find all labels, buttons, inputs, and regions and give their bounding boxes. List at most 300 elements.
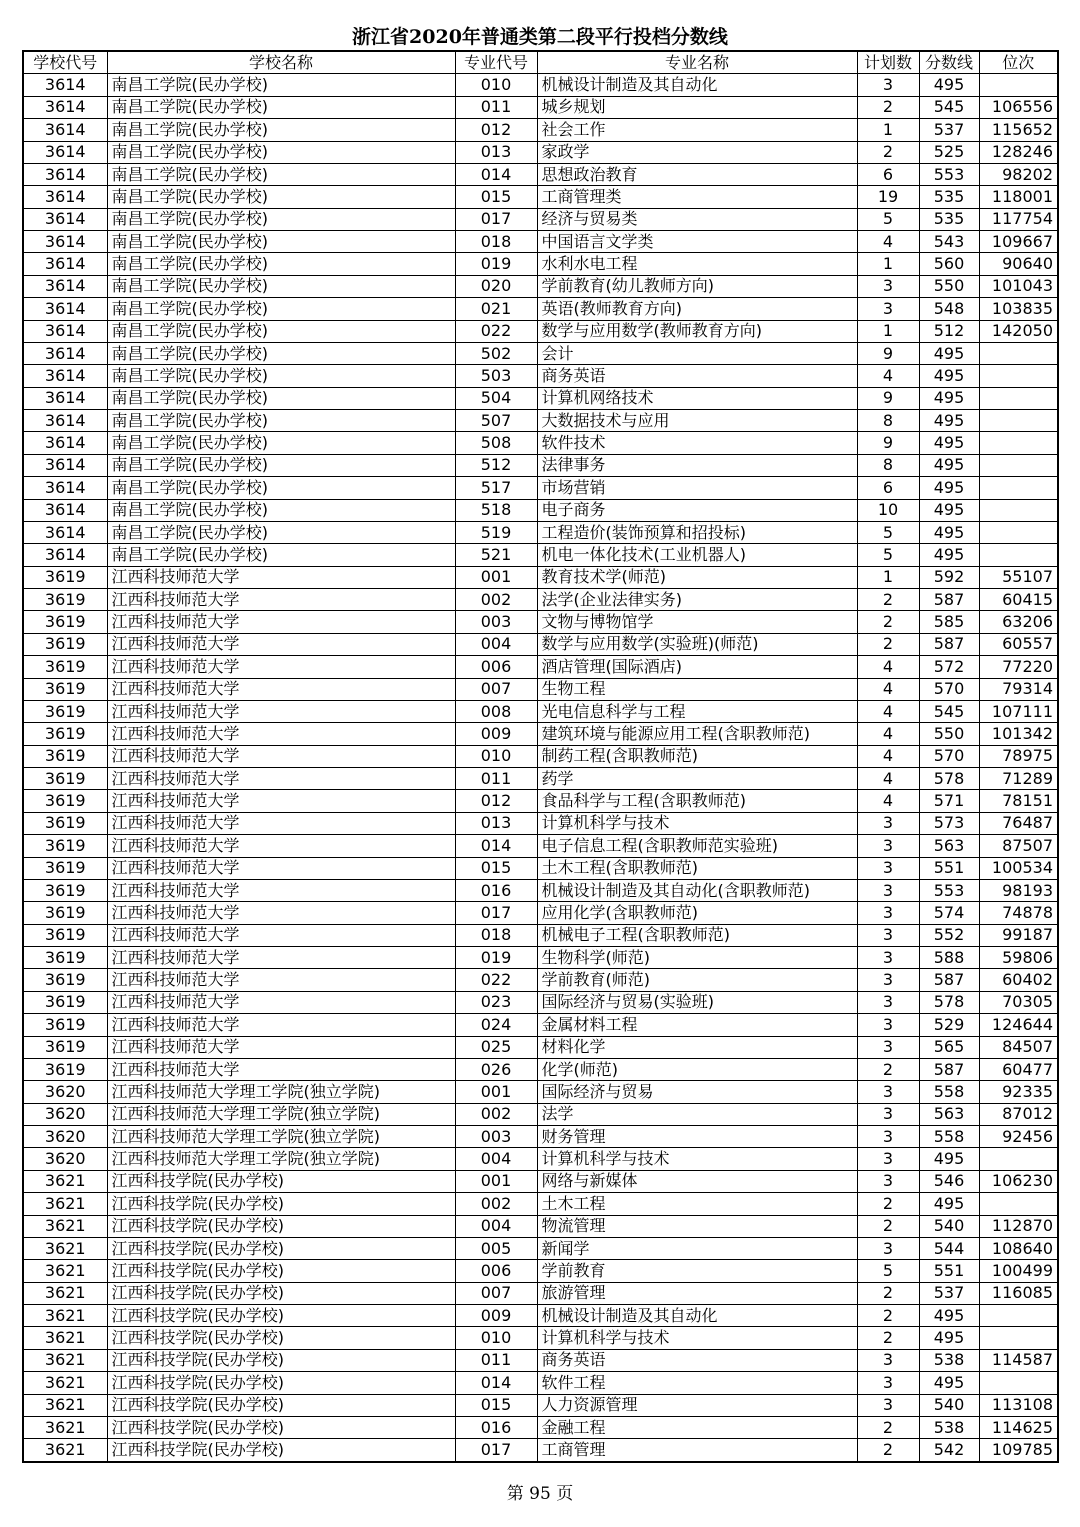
school-code-cell: 3620 (23, 1126, 107, 1148)
table-row (23, 768, 1058, 790)
school-code-cell: 3614 (23, 365, 107, 387)
major-code-cell: 010 (455, 745, 537, 767)
major-code-cell: 012 (455, 790, 537, 812)
table-row (23, 947, 1058, 969)
table-row (23, 1282, 1058, 1304)
major-code-cell: 026 (455, 1058, 537, 1080)
school-code-cell: 3619 (23, 947, 107, 969)
plan-count-cell: 3 (857, 924, 919, 946)
major-name-cell: 计算机科学与技术 (537, 812, 857, 834)
school-code-cell: 3621 (23, 1237, 107, 1259)
school-code-cell: 3620 (23, 1103, 107, 1125)
school-name-cell: 江西科技师范大学 (107, 700, 455, 722)
table-row (23, 342, 1058, 364)
school-name-cell: 江西科技学院(民办学校) (107, 1237, 455, 1259)
major-name-cell: 材料化学 (537, 1036, 857, 1058)
major-name-cell: 软件技术 (537, 432, 857, 454)
score-line-cell: 495 (919, 1372, 979, 1394)
rank-cell (979, 387, 1058, 409)
plan-count-cell: 2 (857, 633, 919, 655)
school-name-cell: 江西科技师范大学 (107, 1014, 455, 1036)
school-code-cell: 3621 (23, 1372, 107, 1394)
major-code-cell: 001 (455, 1081, 537, 1103)
major-name-cell: 英语(教师教育方向) (537, 298, 857, 320)
score-line-cell: 558 (919, 1081, 979, 1103)
major-name-cell: 电子商务 (537, 499, 857, 521)
school-code-cell: 3619 (23, 1014, 107, 1036)
rank-cell: 107111 (979, 700, 1058, 722)
score-line-cell: 545 (919, 700, 979, 722)
table-row (23, 298, 1058, 320)
score-line-cell: 578 (919, 991, 979, 1013)
rank-cell: 106556 (979, 96, 1058, 118)
school-code-cell: 3614 (23, 231, 107, 253)
table-row (23, 1349, 1058, 1371)
school-name-cell: 江西科技师范大学 (107, 611, 455, 633)
plan-count-cell: 3 (857, 835, 919, 857)
school-code-cell: 3619 (23, 902, 107, 924)
major-name-cell: 数学与应用数学(教师教育方向) (537, 320, 857, 342)
table-row (23, 700, 1058, 722)
table-row (23, 879, 1058, 901)
plan-count-cell: 9 (857, 342, 919, 364)
rank-cell: 115652 (979, 119, 1058, 141)
major-code-cell: 015 (455, 1394, 537, 1416)
plan-count-cell: 5 (857, 544, 919, 566)
plan-count-cell: 2 (857, 1058, 919, 1080)
major-name-cell: 建筑环境与能源应用工程(含职教师范) (537, 723, 857, 745)
rank-cell (979, 74, 1058, 96)
school-name-cell: 江西科技学院(民办学校) (107, 1282, 455, 1304)
plan-count-cell: 3 (857, 991, 919, 1013)
score-line-cell: 537 (919, 119, 979, 141)
school-name-cell: 南昌工学院(民办学校) (107, 432, 455, 454)
school-name-cell: 南昌工学院(民办学校) (107, 320, 455, 342)
major-code-cell: 508 (455, 432, 537, 454)
rank-cell (979, 1372, 1058, 1394)
rank-cell: 142050 (979, 320, 1058, 342)
score-line-cell: 495 (919, 365, 979, 387)
major-name-cell: 城乡规划 (537, 96, 857, 118)
major-name-cell: 旅游管理 (537, 1282, 857, 1304)
plan-count-cell: 4 (857, 768, 919, 790)
page-title: 浙江省2020年普通类第二段平行投档分数线 (352, 26, 728, 48)
score-line-cell: 495 (919, 74, 979, 96)
table-row (23, 275, 1058, 297)
rank-cell: 60415 (979, 589, 1058, 611)
major-code-cell: 023 (455, 991, 537, 1013)
school-name-cell: 江西科技学院(民办学校) (107, 1416, 455, 1438)
rank-cell: 79314 (979, 678, 1058, 700)
header-major-code: 专业代号 (455, 51, 537, 74)
plan-count-cell: 3 (857, 74, 919, 96)
school-name-cell: 江西科技师范大学理工学院(独立学院) (107, 1126, 455, 1148)
plan-count-cell: 5 (857, 208, 919, 230)
table-row (23, 969, 1058, 991)
rank-cell: 92456 (979, 1126, 1058, 1148)
school-code-cell: 3619 (23, 678, 107, 700)
plan-count-cell: 3 (857, 275, 919, 297)
major-code-cell: 011 (455, 768, 537, 790)
school-name-cell: 江西科技师范大学 (107, 1058, 455, 1080)
page-number: 第 95 页 (506, 1484, 574, 1504)
plan-count-cell: 2 (857, 1327, 919, 1349)
rank-cell (979, 410, 1058, 432)
plan-count-cell: 2 (857, 1439, 919, 1462)
major-code-cell: 025 (455, 1036, 537, 1058)
table-row (23, 454, 1058, 476)
rank-cell: 106230 (979, 1170, 1058, 1192)
plan-count-cell: 3 (857, 1081, 919, 1103)
major-name-cell: 工商管理 (537, 1439, 857, 1462)
major-name-cell: 机电一体化技术(工业机器人) (537, 544, 857, 566)
school-code-cell: 3614 (23, 74, 107, 96)
school-code-cell: 3614 (23, 275, 107, 297)
school-code-cell: 3619 (23, 745, 107, 767)
major-code-cell: 002 (455, 1193, 537, 1215)
major-code-cell: 024 (455, 1014, 537, 1036)
school-code-cell: 3620 (23, 1148, 107, 1170)
table-row (23, 253, 1058, 275)
school-code-cell: 3614 (23, 387, 107, 409)
plan-count-cell: 3 (857, 812, 919, 834)
rank-cell (979, 499, 1058, 521)
score-line-cell: 573 (919, 812, 979, 834)
major-name-cell: 生物科学(师范) (537, 947, 857, 969)
plan-count-cell: 1 (857, 253, 919, 275)
plan-count-cell: 4 (857, 365, 919, 387)
school-name-cell: 南昌工学院(民办学校) (107, 454, 455, 476)
major-name-cell: 工商管理类 (537, 186, 857, 208)
school-code-cell: 3619 (23, 611, 107, 633)
school-code-cell: 3620 (23, 1081, 107, 1103)
header-school-code: 学校代号 (23, 51, 107, 74)
plan-count-cell: 2 (857, 96, 919, 118)
table-row (23, 1215, 1058, 1237)
major-name-cell: 计算机科学与技术 (537, 1327, 857, 1349)
rank-cell: 108640 (979, 1237, 1058, 1259)
plan-count-cell: 5 (857, 1260, 919, 1282)
score-line-cell: 495 (919, 544, 979, 566)
school-name-cell: 江西科技师范大学 (107, 879, 455, 901)
major-code-cell: 022 (455, 969, 537, 991)
plan-count-cell: 3 (857, 879, 919, 901)
school-name-cell: 江西科技师范大学 (107, 969, 455, 991)
rank-cell: 76487 (979, 812, 1058, 834)
rank-cell (979, 1148, 1058, 1170)
school-name-cell: 南昌工学院(民办学校) (107, 96, 455, 118)
score-line-cell: 540 (919, 1394, 979, 1416)
school-code-cell: 3614 (23, 320, 107, 342)
major-code-cell: 019 (455, 253, 537, 275)
score-line-cell: 570 (919, 745, 979, 767)
score-line-cell: 495 (919, 1193, 979, 1215)
school-name-cell: 南昌工学院(民办学校) (107, 275, 455, 297)
major-code-cell: 010 (455, 1327, 537, 1349)
school-code-cell: 3619 (23, 589, 107, 611)
table-row (23, 231, 1058, 253)
major-name-cell: 会计 (537, 342, 857, 364)
rank-cell (979, 365, 1058, 387)
score-line-cell: 570 (919, 678, 979, 700)
plan-count-cell: 4 (857, 231, 919, 253)
table-row (23, 1058, 1058, 1080)
plan-count-cell: 3 (857, 857, 919, 879)
school-code-cell: 3619 (23, 768, 107, 790)
major-name-cell: 思想政治教育 (537, 163, 857, 185)
major-name-cell: 物流管理 (537, 1215, 857, 1237)
school-name-cell: 南昌工学院(民办学校) (107, 499, 455, 521)
rank-cell: 84507 (979, 1036, 1058, 1058)
table-row (23, 410, 1058, 432)
table-row (23, 1416, 1058, 1438)
score-line-cell: 587 (919, 589, 979, 611)
score-line-cell: 495 (919, 410, 979, 432)
school-name-cell: 江西科技师范大学 (107, 589, 455, 611)
plan-count-cell: 3 (857, 1372, 919, 1394)
table-row (23, 745, 1058, 767)
plan-count-cell: 1 (857, 119, 919, 141)
school-code-cell: 3614 (23, 186, 107, 208)
score-line-cell: 495 (919, 342, 979, 364)
major-name-cell: 国际经济与贸易 (537, 1081, 857, 1103)
rank-cell: 98202 (979, 163, 1058, 185)
school-code-cell: 3621 (23, 1305, 107, 1327)
major-name-cell: 酒店管理(国际酒店) (537, 656, 857, 678)
plan-count-cell: 2 (857, 141, 919, 163)
rank-cell (979, 521, 1058, 543)
major-name-cell: 金属材料工程 (537, 1014, 857, 1036)
table-row (23, 499, 1058, 521)
table-row (23, 119, 1058, 141)
major-code-cell: 504 (455, 387, 537, 409)
rank-cell: 128246 (979, 141, 1058, 163)
major-name-cell: 国际经济与贸易(实验班) (537, 991, 857, 1013)
school-name-cell: 江西科技师范大学理工学院(独立学院) (107, 1148, 455, 1170)
school-name-cell: 南昌工学院(民办学校) (107, 365, 455, 387)
table-row (23, 1126, 1058, 1148)
table-row (23, 1148, 1058, 1170)
school-name-cell: 江西科技学院(民办学校) (107, 1327, 455, 1349)
major-code-cell: 004 (455, 1148, 537, 1170)
school-code-cell: 3614 (23, 96, 107, 118)
school-code-cell: 3619 (23, 879, 107, 901)
plan-count-cell: 1 (857, 320, 919, 342)
major-code-cell: 008 (455, 700, 537, 722)
score-line-cell: 537 (919, 1282, 979, 1304)
rank-cell: 98193 (979, 879, 1058, 901)
school-code-cell: 3619 (23, 812, 107, 834)
plan-count-cell: 4 (857, 723, 919, 745)
major-code-cell: 517 (455, 477, 537, 499)
score-line-cell: 538 (919, 1416, 979, 1438)
rank-cell: 109785 (979, 1439, 1058, 1462)
major-name-cell: 应用化学(含职教师范) (537, 902, 857, 924)
school-name-cell: 江西科技师范大学 (107, 656, 455, 678)
plan-count-cell: 3 (857, 1126, 919, 1148)
school-code-cell: 3614 (23, 342, 107, 364)
school-code-cell: 3614 (23, 298, 107, 320)
score-line-cell: 572 (919, 656, 979, 678)
score-line-cell: 495 (919, 432, 979, 454)
plan-count-cell: 2 (857, 1282, 919, 1304)
major-name-cell: 机械设计制造及其自动化(含职教师范) (537, 879, 857, 901)
major-code-cell: 512 (455, 454, 537, 476)
school-name-cell: 南昌工学院(民办学校) (107, 298, 455, 320)
major-code-cell: 004 (455, 1215, 537, 1237)
table-row (23, 1327, 1058, 1349)
major-code-cell: 519 (455, 521, 537, 543)
plan-count-cell: 4 (857, 678, 919, 700)
school-name-cell: 江西科技学院(民办学校) (107, 1215, 455, 1237)
plan-count-cell: 3 (857, 1237, 919, 1259)
school-name-cell: 江西科技师范大学 (107, 812, 455, 834)
major-code-cell: 003 (455, 611, 537, 633)
plan-count-cell: 2 (857, 611, 919, 633)
table-row (23, 521, 1058, 543)
header-major-name: 专业名称 (537, 51, 857, 74)
school-name-cell: 江西科技师范大学理工学院(独立学院) (107, 1081, 455, 1103)
major-code-cell: 014 (455, 1372, 537, 1394)
plan-count-cell: 3 (857, 1349, 919, 1371)
rank-cell: 109667 (979, 231, 1058, 253)
score-line-cell: 553 (919, 163, 979, 185)
school-code-cell: 3621 (23, 1170, 107, 1192)
school-name-cell: 南昌工学院(民办学校) (107, 119, 455, 141)
major-name-cell: 财务管理 (537, 1126, 857, 1148)
major-name-cell: 土木工程(含职教师范) (537, 857, 857, 879)
major-code-cell: 015 (455, 186, 537, 208)
school-code-cell: 3621 (23, 1215, 107, 1237)
table-row (23, 320, 1058, 342)
school-name-cell: 江西科技学院(民办学校) (107, 1305, 455, 1327)
table-row (23, 835, 1058, 857)
major-code-cell: 013 (455, 812, 537, 834)
plan-count-cell: 3 (857, 902, 919, 924)
table-row (23, 1081, 1058, 1103)
school-code-cell: 3614 (23, 163, 107, 185)
score-line-cell: 535 (919, 208, 979, 230)
school-code-cell: 3614 (23, 141, 107, 163)
school-name-cell: 江西科技师范大学 (107, 924, 455, 946)
school-code-cell: 3619 (23, 835, 107, 857)
school-name-cell: 南昌工学院(民办学校) (107, 477, 455, 499)
school-code-cell: 3619 (23, 700, 107, 722)
major-name-cell: 经济与贸易类 (537, 208, 857, 230)
major-code-cell: 018 (455, 231, 537, 253)
score-line-cell: 538 (919, 1349, 979, 1371)
major-name-cell: 学前教育(幼儿教师方向) (537, 275, 857, 297)
table-row (23, 1103, 1058, 1125)
major-code-cell: 010 (455, 74, 537, 96)
rank-cell (979, 1193, 1058, 1215)
plan-count-cell: 2 (857, 1416, 919, 1438)
table-row (23, 566, 1058, 588)
rank-cell: 60557 (979, 633, 1058, 655)
school-code-cell: 3621 (23, 1439, 107, 1462)
major-code-cell: 012 (455, 119, 537, 141)
rank-cell: 118001 (979, 186, 1058, 208)
major-code-cell: 021 (455, 298, 537, 320)
major-name-cell: 学前教育(师范) (537, 969, 857, 991)
school-code-cell: 3621 (23, 1349, 107, 1371)
plan-count-cell: 3 (857, 1036, 919, 1058)
major-code-cell: 019 (455, 947, 537, 969)
rank-cell: 63206 (979, 611, 1058, 633)
major-code-cell: 004 (455, 633, 537, 655)
rank-cell: 92335 (979, 1081, 1058, 1103)
score-line-cell: 585 (919, 611, 979, 633)
rank-cell: 87507 (979, 835, 1058, 857)
rank-cell: 59806 (979, 947, 1058, 969)
score-line-cell: 578 (919, 768, 979, 790)
table-row (23, 544, 1058, 566)
major-code-cell: 014 (455, 163, 537, 185)
table-row (23, 141, 1058, 163)
table-row (23, 186, 1058, 208)
major-name-cell: 药学 (537, 768, 857, 790)
table-row (23, 902, 1058, 924)
major-name-cell: 法学(企业法律实务) (537, 589, 857, 611)
plan-count-cell: 9 (857, 432, 919, 454)
rank-cell: 99187 (979, 924, 1058, 946)
score-line-cell: 592 (919, 566, 979, 588)
plan-count-cell: 3 (857, 1103, 919, 1125)
plan-count-cell: 6 (857, 163, 919, 185)
rank-cell (979, 544, 1058, 566)
score-line-cell: 574 (919, 902, 979, 924)
score-line-cell: 548 (919, 298, 979, 320)
major-code-cell: 002 (455, 589, 537, 611)
major-name-cell: 生物工程 (537, 678, 857, 700)
major-code-cell: 006 (455, 1260, 537, 1282)
score-line-cell: 546 (919, 1170, 979, 1192)
major-code-cell: 001 (455, 566, 537, 588)
rank-cell (979, 477, 1058, 499)
school-name-cell: 南昌工学院(民办学校) (107, 141, 455, 163)
score-line-cell: 563 (919, 1103, 979, 1125)
school-code-cell: 3614 (23, 253, 107, 275)
school-name-cell: 南昌工学院(民办学校) (107, 387, 455, 409)
major-code-cell: 007 (455, 1282, 537, 1304)
header-rank: 位次 (979, 51, 1058, 74)
rank-cell: 112870 (979, 1215, 1058, 1237)
school-name-cell: 江西科技师范大学 (107, 566, 455, 588)
major-name-cell: 软件工程 (537, 1372, 857, 1394)
school-name-cell: 江西科技师范大学 (107, 678, 455, 700)
header-plan-count: 计划数 (857, 51, 919, 74)
school-code-cell: 3619 (23, 633, 107, 655)
score-line-cell: 495 (919, 521, 979, 543)
school-code-cell: 3619 (23, 723, 107, 745)
table-row (23, 790, 1058, 812)
school-name-cell: 南昌工学院(民办学校) (107, 342, 455, 364)
plan-count-cell: 3 (857, 969, 919, 991)
rank-cell: 60402 (979, 969, 1058, 991)
major-name-cell: 金融工程 (537, 1416, 857, 1438)
rank-cell: 78975 (979, 745, 1058, 767)
major-code-cell: 503 (455, 365, 537, 387)
major-code-cell: 017 (455, 1439, 537, 1462)
major-name-cell: 光电信息科学与工程 (537, 700, 857, 722)
major-name-cell: 机械设计制造及其自动化 (537, 1305, 857, 1327)
rank-cell: 70305 (979, 991, 1058, 1013)
rank-cell: 113108 (979, 1394, 1058, 1416)
rank-cell: 114587 (979, 1349, 1058, 1371)
major-name-cell: 学前教育 (537, 1260, 857, 1282)
major-name-cell: 新闻学 (537, 1237, 857, 1259)
school-code-cell: 3621 (23, 1193, 107, 1215)
